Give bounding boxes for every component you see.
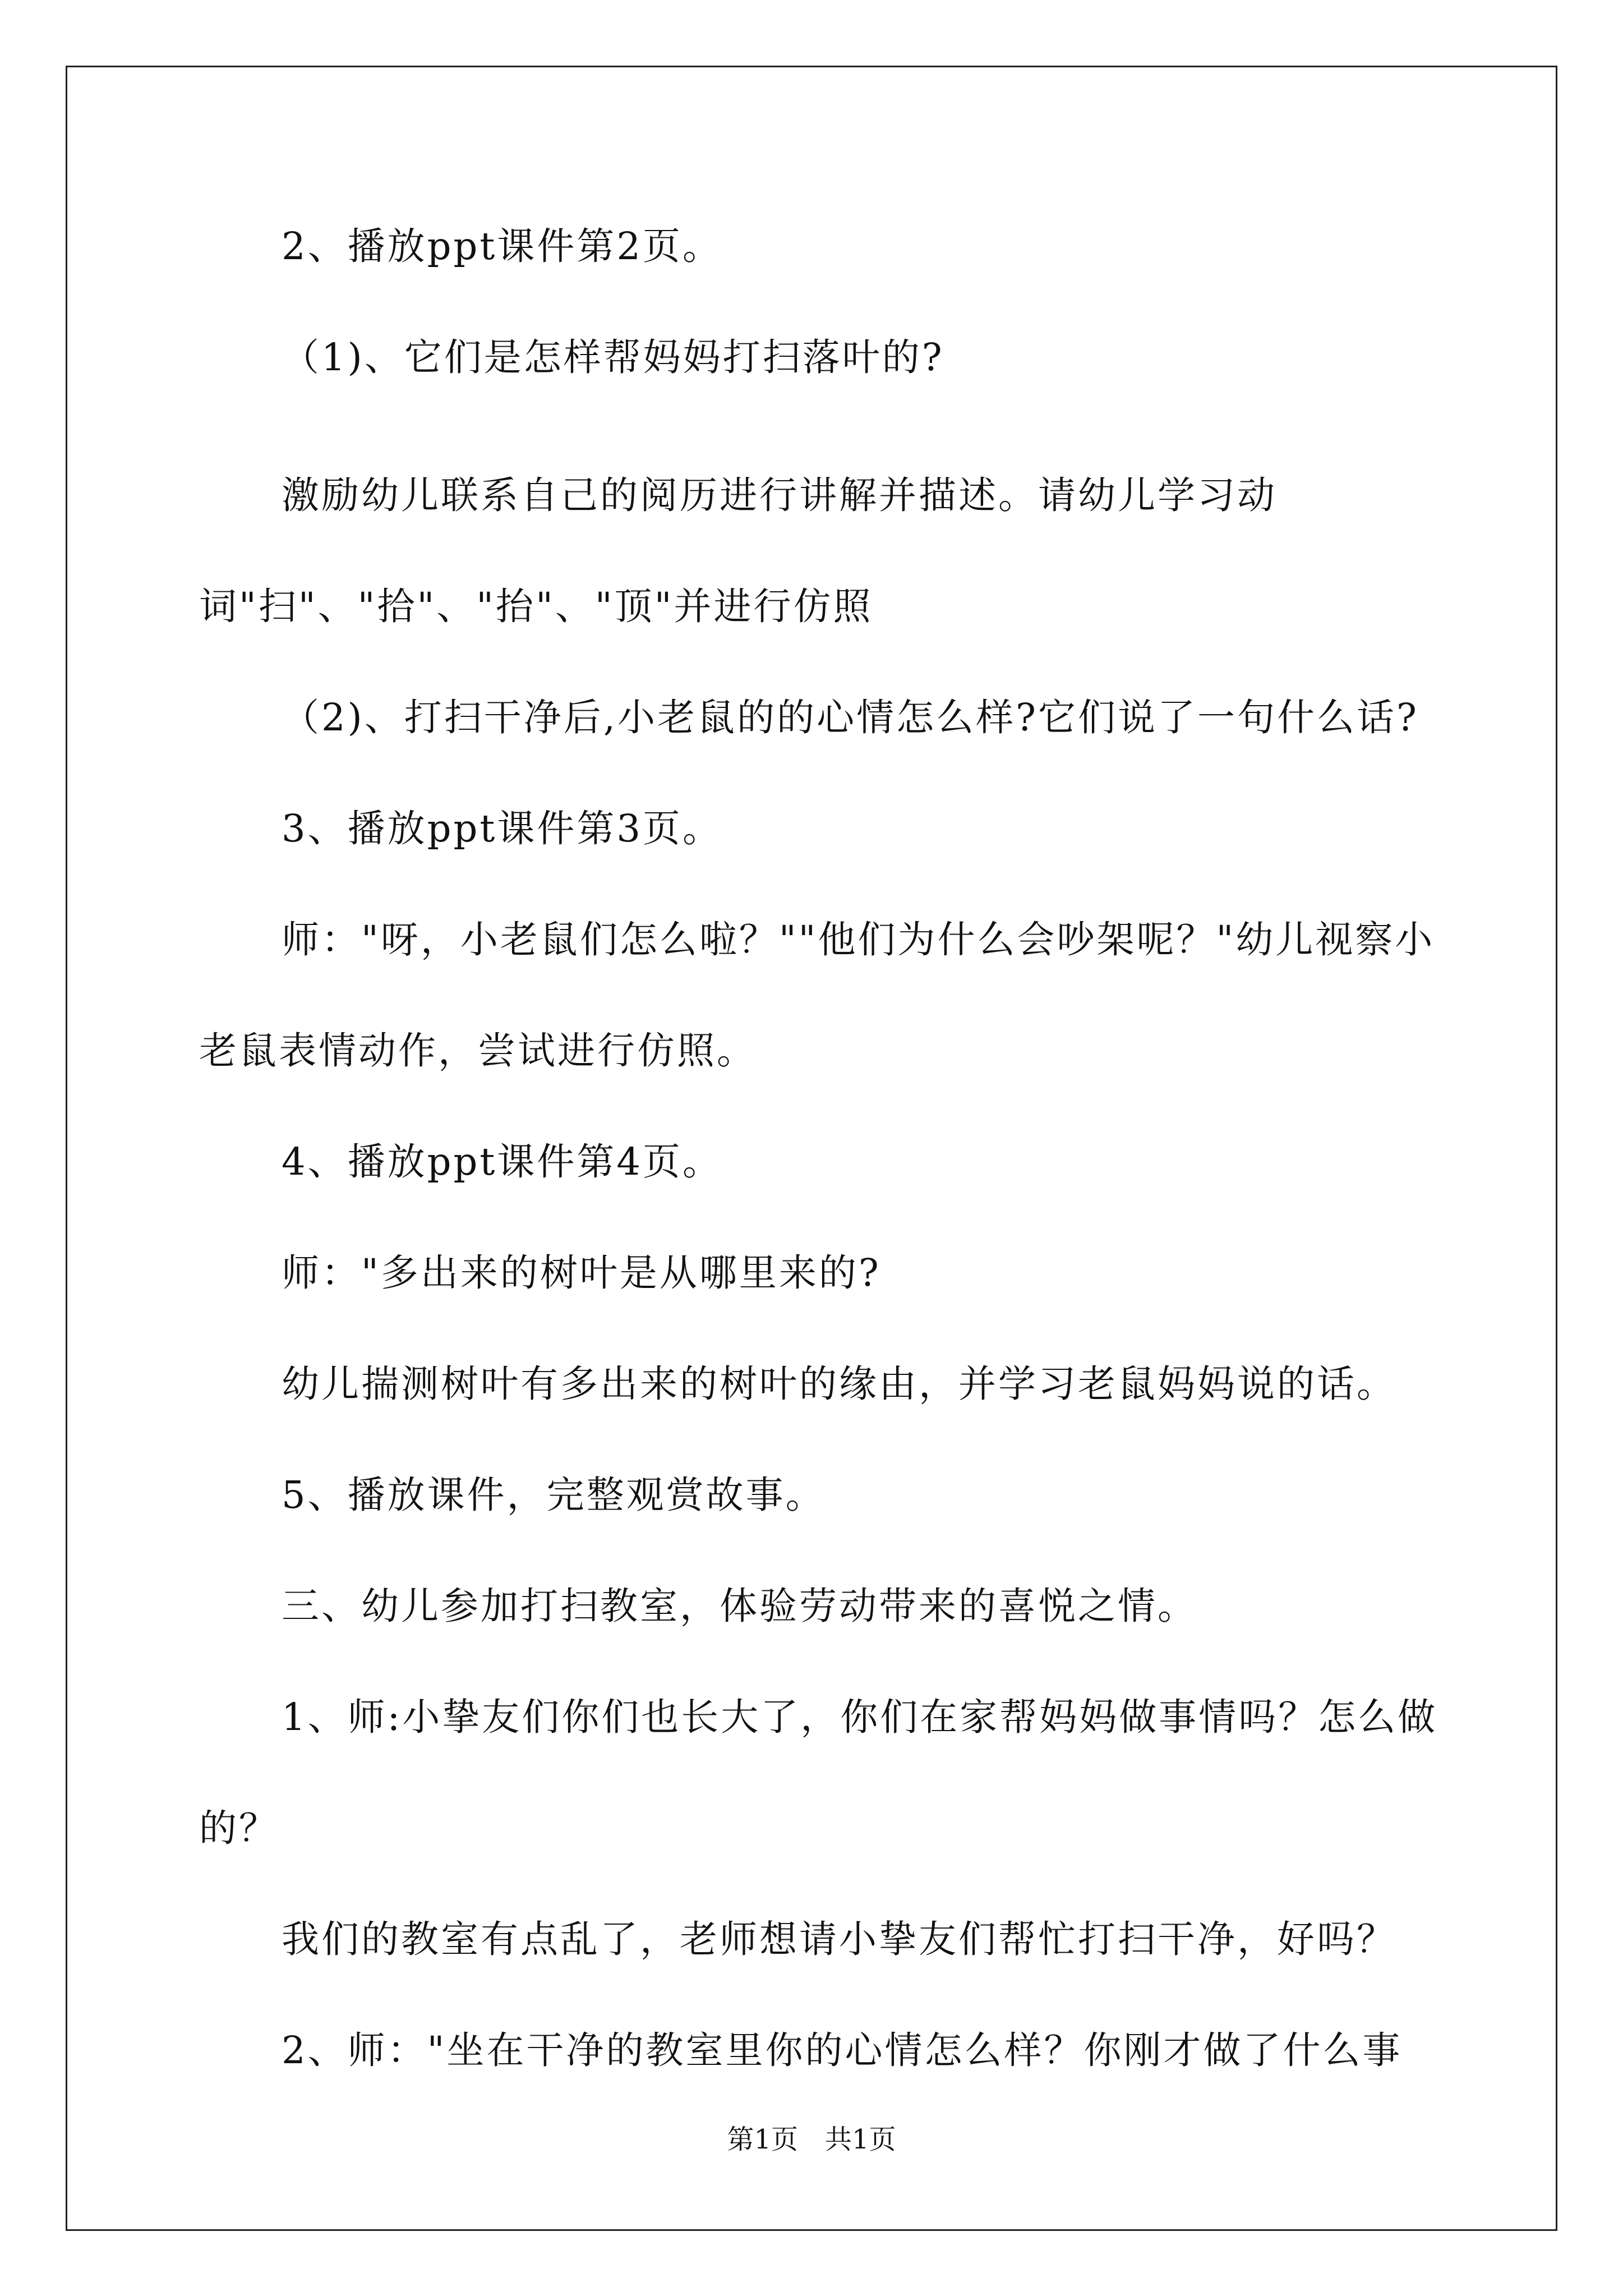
paragraph-14: 2、师："坐在干净的教室里你的心情怎么样？你刚才做了什么事 bbox=[282, 2028, 1403, 2072]
paragraph-10: 5、播放课件，完整观赏故事。 bbox=[282, 1473, 826, 1517]
paragraph-7: 4、播放ppt课件第4页。 bbox=[282, 1140, 722, 1184]
paragraph-2: （1)、它们是怎样帮妈妈打扫落叶的? bbox=[282, 335, 944, 379]
paragraph-6: 师："呀，小老鼠们怎么啦？""他们为什么会吵架呢？"幼儿视察小老鼠表情动作，尝试进行仿照。 bbox=[199, 918, 1435, 1073]
paragraph-13: 我们的教室有点乱了，老师想请小挚友们帮忙打扫干净，好吗？ bbox=[282, 1917, 1396, 1961]
paragraph-9: 幼儿揣测树叶有多出来的树叶的缘由，并学习老鼠妈妈说的话。 bbox=[282, 1362, 1396, 1406]
page-footer: 第1页 共1页 bbox=[727, 2124, 896, 2155]
paragraph-12: 1、师:小挚友们你们也长大了，你们在家帮妈妈做事情吗？怎么做的？ bbox=[199, 1695, 1438, 1850]
paragraph-4: （2)、打扫干净后,小老鼠的的心情怎么样?它们说了一句什么话? bbox=[282, 696, 1419, 739]
document-body bbox=[199, 218, 1455, 2133]
paragraph-11: 三、幼儿参加打扫教室，体验劳动带来的喜悦之情。 bbox=[282, 1584, 1197, 1628]
paragraph-1: 2、播放ppt课件第2页。 bbox=[282, 224, 722, 268]
paragraph-8: 师："多出来的树叶是从哪里来的? bbox=[282, 1251, 881, 1295]
paragraph-3: 激励幼儿联系自己的阅历进行讲解并描述。请幼儿学习动词"扫"、"拾"、"抬"、"顶"并进行仿照 bbox=[199, 473, 1277, 628]
paragraph-5: 3、播放ppt课件第3页。 bbox=[282, 807, 722, 850]
